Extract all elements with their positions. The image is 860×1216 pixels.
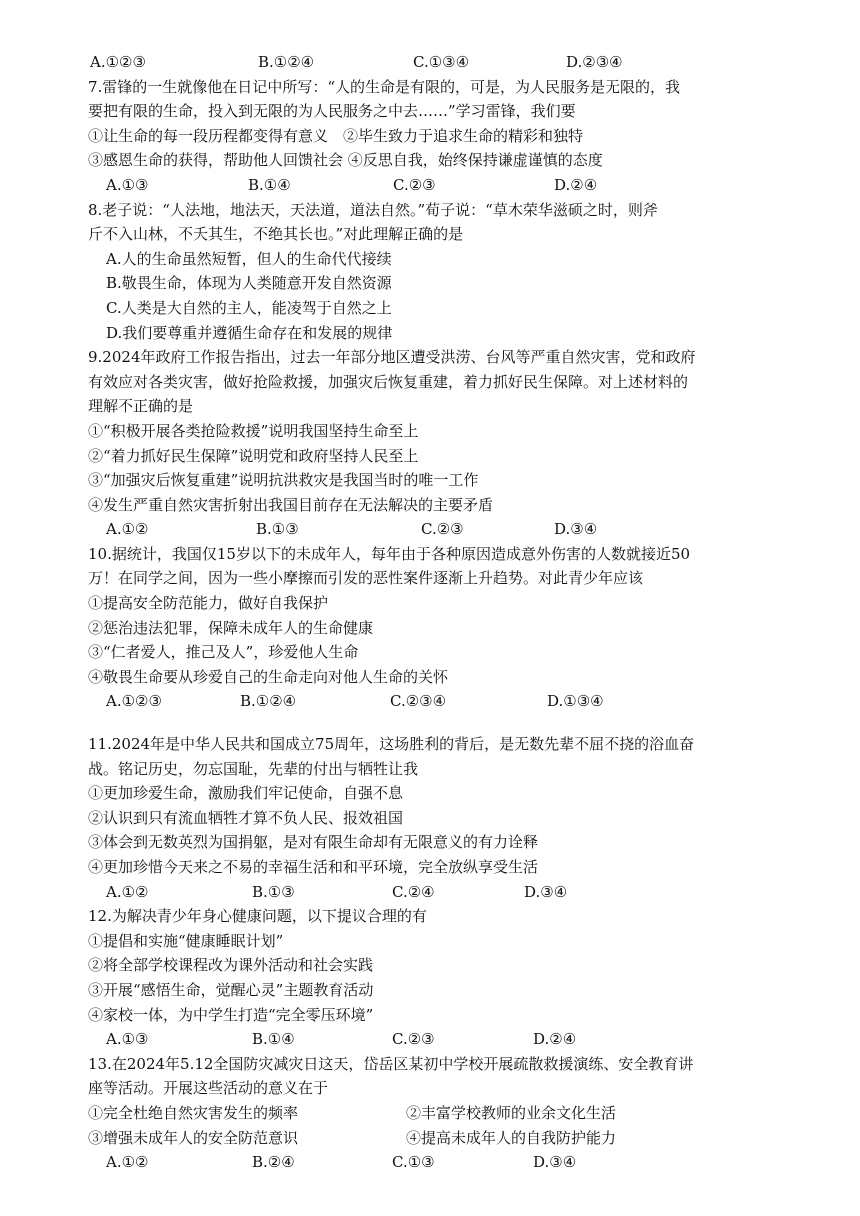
q10-stem-line: 万！在同学之间，因为一些小摩擦而引发的恶性案件逐渐上升趋势。对此青少年应该 bbox=[88, 569, 644, 588]
q10-item: ④敬畏生命要从珍爱自己的生命走向对他人生命的关怀 bbox=[88, 667, 449, 686]
q7-option-b: B.①④ bbox=[248, 175, 291, 194]
question-11 bbox=[88, 732, 778, 904]
q13-item-4: ④提高未成年人的自我防护能力 bbox=[406, 1128, 617, 1147]
q10-options bbox=[88, 689, 778, 714]
q12-item: ④家校一体，为中学生打造“完全零压环境” bbox=[88, 1005, 374, 1024]
q11-options bbox=[88, 880, 778, 905]
question-8 bbox=[88, 198, 778, 346]
q6-option-d: D.②③④ bbox=[566, 53, 623, 71]
q9-item: ②“着力抓好民生保障”说明党和政府坚持人民至上 bbox=[88, 446, 419, 465]
q6-option-a: A.①②③ bbox=[90, 53, 146, 71]
q6-options bbox=[88, 50, 778, 75]
q7-item: ③感恩生命的获得，帮助他人回馈社会 ④反思自我，始终保持谦虚谨慎的态度 bbox=[88, 151, 603, 170]
q13-items-row bbox=[88, 1101, 778, 1126]
q10-option-d: D.①③④ bbox=[547, 692, 604, 711]
q8-choice-c: C.人类是大自然的主人，能凌驾于自然之上 bbox=[106, 298, 392, 317]
q7-option-d: D.②④ bbox=[554, 175, 598, 194]
q13-item-3: ③增强未成年人的安全防范意识 bbox=[88, 1128, 299, 1147]
q13-item-2: ②丰富学校教师的业余文化生活 bbox=[406, 1103, 617, 1122]
q7-stem-line: 7.雷锋的一生就像他在日记中所写：“人的生命是有限的，可是，为人民服务是无限的，我 bbox=[88, 77, 680, 96]
q12-stem-line: 12.为解决青少年身心健康问题，以下提议合理的有 bbox=[88, 907, 427, 926]
q12-option-b: B.①④ bbox=[252, 1030, 295, 1049]
spacer bbox=[88, 714, 778, 732]
q13-options bbox=[88, 1150, 778, 1175]
q9-option-b: B.①③ bbox=[256, 520, 299, 539]
q10-option-a: A.①②③ bbox=[106, 692, 162, 711]
q7-options bbox=[88, 173, 778, 198]
q8-choice-a: A.人的生命虽然短暂，但人的生命代代接续 bbox=[106, 249, 392, 268]
q11-item: ②认识到只有流血牺牲才算不负人民、报效祖国 bbox=[88, 808, 404, 827]
q12-item: ③开展“感悟生命，觉醒心灵”主题教育活动 bbox=[88, 980, 374, 999]
q11-item: ④更加珍惜今天来之不易的幸福生活和和平环境，完全放纵享受生活 bbox=[88, 858, 539, 876]
question-9 bbox=[88, 345, 778, 542]
q11-option-c: C.②④ bbox=[392, 882, 435, 901]
question-7 bbox=[88, 75, 778, 198]
q6-option-c: C.①③④ bbox=[413, 53, 470, 71]
q9-stem-line: 理解不正确的是 bbox=[88, 397, 194, 416]
q7-item: ①让生命的每一段历程都变得有意义 ②毕生致力于追求生命的精彩和独特 bbox=[88, 126, 584, 145]
q9-item: ③“加强灾后恢复重建”说明抗洪救灾是我国当时的唯一工作 bbox=[88, 471, 479, 490]
q11-option-a: A.①② bbox=[106, 882, 149, 901]
q8-stem-line: 斤不入山林，不夭其生，不绝其长也。”对此理解正确的是 bbox=[88, 225, 464, 244]
q13-option-c: C.①③ bbox=[392, 1153, 435, 1172]
q9-item: ④发生严重自然灾害折射出我国目前存在无法解决的主要矛盾 bbox=[88, 495, 494, 514]
q13-stem-line: 13.在2024年5.12全国防灾减灾日这天，岱岳区某初中学校开展疏散救援演练、安全教育讲 bbox=[88, 1054, 694, 1073]
q12-item: ②将全部学校课程改为课外活动和社会实践 bbox=[88, 956, 374, 975]
q12-option-c: C.②③ bbox=[392, 1030, 435, 1049]
q8-stem-line: 8.老子说：“人法地，地法天，天法道，道法自然。”荀子说：“草木荣华滋硕之时，则斧 bbox=[88, 200, 658, 219]
q9-option-a: A.①② bbox=[106, 520, 149, 539]
q11-option-d: D.③④ bbox=[524, 882, 568, 901]
q7-stem-line: 要把有限的生命，投入到无限的为人民服务之中去……”学习雷锋，我们要 bbox=[88, 102, 576, 121]
q12-option-d: D.②④ bbox=[533, 1030, 577, 1049]
q8-choice-b: B.敬畏生命，体现为人类随意开发自然资源 bbox=[106, 274, 392, 293]
q11-stem-line: 11.2024年是中华人民共和国成立75周年，这场胜利的背后，是无数先辈不屈不挠的浴血奋 bbox=[88, 735, 695, 754]
q10-item: ③“仁者爱人，推己及人”，珍爱他人生命 bbox=[88, 643, 359, 662]
q10-option-b: B.①②④ bbox=[240, 692, 297, 711]
q10-item: ①提高安全防范能力，做好自我保护 bbox=[88, 594, 329, 613]
exam-page bbox=[88, 50, 778, 1175]
q10-option-c: C.②③④ bbox=[390, 692, 447, 711]
q12-option-a: A.①③ bbox=[106, 1030, 149, 1049]
q11-item: ③体会到无数英烈为国捐躯，是对有限生命却有无限意义的有力诠释 bbox=[88, 833, 539, 852]
q9-option-c: C.②③ bbox=[421, 520, 464, 539]
q10-stem-line: 10.据统计，我国仅15岁以下的未成年人，每年由于各种原因造成意外伤害的人数就接近50 bbox=[88, 544, 691, 563]
q6-option-b: B.①②④ bbox=[258, 53, 315, 71]
q9-options bbox=[88, 517, 778, 542]
question-10 bbox=[88, 542, 778, 714]
q8-choice-d: D.我们要尊重并遵循生命存在和发展的规律 bbox=[106, 323, 393, 342]
q9-stem-line: 有效应对各类灾害，做好抢险救援，加强灾后恢复重建，着力抓好民生保障。对上述材料的 bbox=[88, 372, 689, 391]
q10-item: ②惩治违法犯罪，保障未成年人的生命健康 bbox=[88, 618, 374, 637]
q12-item: ①提倡和实施“健康睡眠计划” bbox=[88, 931, 284, 950]
q9-option-d: D.③④ bbox=[554, 520, 598, 539]
q9-stem-line: 9.2024年政府工作报告指出，过去一年部分地区遭受洪涝、台风等严重自然灾害，党和政府 bbox=[88, 348, 696, 367]
question-13 bbox=[88, 1052, 778, 1175]
q13-stem-line: 座等活动。开展这些活动的意义在于 bbox=[88, 1079, 329, 1098]
q7-option-c: C.②③ bbox=[393, 175, 436, 194]
q11-item: ①更加珍爱生命，激励我们牢记使命，自强不息 bbox=[88, 784, 404, 803]
q13-items-row bbox=[88, 1126, 778, 1151]
q13-option-a: A.①② bbox=[106, 1153, 149, 1172]
q13-item-1: ①完全杜绝自然灾害发生的频率 bbox=[88, 1103, 299, 1122]
question-12 bbox=[88, 904, 778, 1052]
q11-option-b: B.①③ bbox=[252, 882, 295, 901]
q12-options bbox=[88, 1027, 778, 1052]
q13-option-b: B.②④ bbox=[252, 1153, 295, 1172]
q9-item: ①“积极开展各类抢险救援”说明我国坚持生命至上 bbox=[88, 421, 419, 440]
q7-option-a: A.①③ bbox=[106, 175, 149, 194]
q13-option-d: D.③④ bbox=[533, 1153, 577, 1172]
q11-stem-line: 战。铭记历史，勿忘国耻，先辈的付出与牺牲让我 bbox=[88, 759, 419, 778]
